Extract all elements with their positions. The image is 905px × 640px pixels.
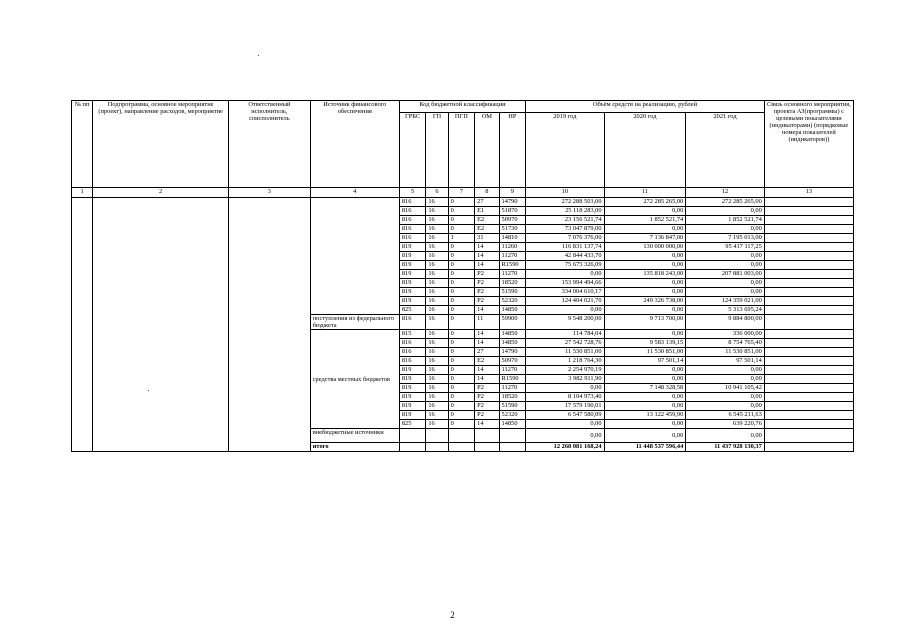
cell-v2021: 11 530 851,00	[686, 348, 765, 357]
cell-grbs: 819	[399, 393, 426, 402]
cell-v2020: 0,00	[604, 306, 686, 315]
cell-gp: 16	[426, 279, 448, 288]
col-num: 7	[448, 188, 475, 198]
cell-empty	[499, 429, 526, 443]
col-num: 2	[93, 188, 229, 198]
cell-gp: 16	[426, 411, 448, 420]
cell-grbs: 816	[399, 207, 426, 216]
cell-link	[764, 429, 853, 443]
cell-pgp: 0	[448, 420, 475, 429]
cell-np: 18520	[499, 393, 526, 402]
cell-np: 14850	[499, 420, 526, 429]
cell-grbs: 819	[399, 288, 426, 297]
column-number-row	[72, 188, 854, 198]
cell-no	[72, 198, 93, 452]
cell-link	[764, 411, 853, 420]
cell-v2019: 0,00	[526, 420, 605, 429]
col-num: 12	[686, 188, 765, 198]
cell-v2019: 272 288 503,00	[526, 198, 605, 207]
cell-om: 14	[475, 252, 499, 261]
cell-om: P2	[475, 393, 499, 402]
header-program: Подпрограмма, основное мероприятие (проект), направление расходов, мероприятие	[93, 101, 229, 188]
header-volume: Объём средств на реализацию, рублей	[526, 101, 765, 113]
cell-grbs: 816	[399, 216, 426, 225]
cell-v2019: 11 530 851,00	[526, 348, 605, 357]
cell-link	[764, 261, 853, 270]
cell-np: R1590	[499, 375, 526, 384]
cell-link	[764, 306, 853, 315]
cell-v2019: 153 994 494,66	[526, 279, 605, 288]
cell-v2019: 0,00	[526, 270, 605, 279]
cell-grbs: 819	[399, 261, 426, 270]
cell-v2019: 25 118 283,00	[526, 207, 605, 216]
cell-grbs: 816	[399, 225, 426, 234]
header-source: Источник финансового обеспечения	[310, 101, 399, 188]
cell-pgp: 0	[448, 315, 475, 330]
cell-v2019: 8 104 973,40	[526, 393, 605, 402]
cell-gp: 16	[426, 402, 448, 411]
cell-v2020: 130 000 000,00	[604, 243, 686, 252]
cell-v2019: 116 831 137,74	[526, 243, 605, 252]
header-executor: Ответственный исполнитель, соисполнитель	[229, 101, 311, 188]
cell-v2020: 0,00	[604, 366, 686, 375]
cell-gp: 16	[426, 339, 448, 348]
cell-v2021: 0,00	[686, 288, 765, 297]
cell-v2021: 1 852 521,74	[686, 216, 765, 225]
cell-grbs: 816	[399, 339, 426, 348]
cell-pgp: 0	[448, 252, 475, 261]
cell-pgp: 0	[448, 366, 475, 375]
cell-v2019: 23 156 521,74	[526, 216, 605, 225]
cell-om: E1	[475, 207, 499, 216]
cell-link	[764, 297, 853, 306]
cell-om: 14	[475, 339, 499, 348]
cell-pgp: 0	[448, 384, 475, 393]
cell-grbs: 825	[399, 306, 426, 315]
cell-v2020: 13 122 459,90	[604, 411, 686, 420]
cell-grbs: 819	[399, 402, 426, 411]
cell-v2019: 17 579 190,01	[526, 402, 605, 411]
cell-np: 11260	[499, 243, 526, 252]
cell-grbs: 816	[399, 348, 426, 357]
cell-pgp: 0	[448, 198, 475, 207]
cell-grbs: 816	[399, 234, 426, 243]
cell-v2020: 0,00	[604, 420, 686, 429]
cell-v2019: 27 542 728,76	[526, 339, 605, 348]
cell-grbs: 819	[399, 270, 426, 279]
cell-np: 14850	[499, 330, 526, 339]
cell-total-v2019: 12 268 081 168,24	[526, 443, 605, 452]
cell-v2021: 124 359 021,00	[686, 297, 765, 306]
header-2019: 2019 год	[526, 113, 605, 188]
cell-np: 14850	[499, 339, 526, 348]
cell-total-v2020: 11 448 537 596,44	[604, 443, 686, 452]
cell-gp: 16	[426, 261, 448, 270]
scan-speck	[258, 55, 259, 56]
cell-om: P2	[475, 288, 499, 297]
cell-link	[764, 443, 853, 452]
cell-v2019: 9 548 200,00	[526, 315, 605, 330]
cell-v2021: 0,00	[686, 402, 765, 411]
cell-v2019: 42 844 433,70	[526, 252, 605, 261]
cell-np: 18520	[499, 279, 526, 288]
cell-v2020: 0,00	[604, 330, 686, 339]
cell-v2020: 7 136 847,00	[604, 234, 686, 243]
cell-total-label: итого	[310, 443, 399, 452]
cell-np: R1590	[499, 261, 526, 270]
cell-grbs: 816	[399, 357, 426, 366]
cell-link	[764, 252, 853, 261]
header-grbs: ГРБС	[399, 113, 426, 188]
cell-om: 14	[475, 366, 499, 375]
cell-pgp: 0	[448, 207, 475, 216]
header-link: Связь основного мероприятия, проекта АЗ(программы) с целевыми показателями (индикаторами) (порядковые номера показателей (индикаторов))	[764, 101, 853, 188]
cell-gp: 16	[426, 243, 448, 252]
cell-link	[764, 339, 853, 348]
header-np: НР	[499, 113, 526, 188]
cell-grbs: 816	[399, 198, 426, 207]
cell-empty	[426, 429, 448, 443]
cell-pgp: 0	[448, 288, 475, 297]
col-num: 4	[310, 188, 399, 198]
cell-v2020: 0,00	[604, 252, 686, 261]
cell-v2019: 0,00	[526, 429, 605, 443]
cell-pgp: 0	[448, 402, 475, 411]
cell-om: P2	[475, 402, 499, 411]
cell-v2019: 114 784,04	[526, 330, 605, 339]
cell-v2021: 0,00	[686, 393, 765, 402]
cell-np: 14790	[499, 348, 526, 357]
cell-gp: 16	[426, 198, 448, 207]
cell-v2020: 0,00	[604, 207, 686, 216]
cell-pgp: 0	[448, 270, 475, 279]
cell-v2021: 9 884 800,00	[686, 315, 765, 330]
cell-link	[764, 234, 853, 243]
cell-v2021: 0,00	[686, 252, 765, 261]
cell-gp: 16	[426, 330, 448, 339]
cell-np: 14810	[499, 234, 526, 243]
cell-link	[764, 357, 853, 366]
cell-v2019: 1 218 764,30	[526, 357, 605, 366]
budget-table	[71, 100, 854, 452]
cell-link	[764, 216, 853, 225]
cell-np: 11270	[499, 366, 526, 375]
cell-total-v2021: 11 437 928 130,37	[686, 443, 765, 452]
cell-om: 27	[475, 348, 499, 357]
cell-program	[93, 198, 229, 452]
header-2020: 2020 год	[604, 113, 686, 188]
cell-link	[764, 243, 853, 252]
cell-v2021: 0,00	[686, 261, 765, 270]
cell-pgp: 0	[448, 279, 475, 288]
col-num: 3	[229, 188, 311, 198]
cell-empty	[499, 443, 526, 452]
cell-om: E2	[475, 225, 499, 234]
cell-gp: 16	[426, 288, 448, 297]
cell-grbs: 819	[399, 375, 426, 384]
header-pgp: ПГП	[448, 113, 475, 188]
cell-pgp: 0	[448, 339, 475, 348]
cell-np: 50970	[499, 216, 526, 225]
cell-v2020: 11 530 851,00	[604, 348, 686, 357]
cell-v2021: 97 501,14	[686, 357, 765, 366]
cell-grbs: 819	[399, 366, 426, 375]
cell-gp: 16	[426, 306, 448, 315]
cell-np: 52320	[499, 411, 526, 420]
cell-link	[764, 198, 853, 207]
cell-v2020: 97 501,14	[604, 357, 686, 366]
cell-gp: 16	[426, 393, 448, 402]
cell-v2021: 336 000,00	[686, 330, 765, 339]
cell-empty	[426, 443, 448, 452]
cell-v2020: 9 583 139,15	[604, 339, 686, 348]
cell-source: поступления из федерального бюджета	[310, 315, 399, 330]
col-num: 10	[526, 188, 605, 198]
cell-v2021: 0,00	[686, 366, 765, 375]
cell-grbs: 819	[399, 384, 426, 393]
cell-om: E2	[475, 216, 499, 225]
cell-v2021: 8 754 765,40	[686, 339, 765, 348]
cell-om: 14	[475, 330, 499, 339]
cell-pgp: 0	[448, 357, 475, 366]
cell-om: 11	[475, 315, 499, 330]
cell-v2020: 1 852 521,74	[604, 216, 686, 225]
cell-empty	[475, 443, 499, 452]
cell-link	[764, 393, 853, 402]
cell-v2019: 2 254 970,19	[526, 366, 605, 375]
cell-empty	[475, 429, 499, 443]
cell-np: 59900	[499, 315, 526, 330]
cell-gp: 16	[426, 270, 448, 279]
cell-om: P2	[475, 411, 499, 420]
cell-np: 51730	[499, 225, 526, 234]
cell-grbs: 825	[399, 420, 426, 429]
cell-gp: 16	[426, 225, 448, 234]
cell-link	[764, 384, 853, 393]
page-number: 2	[450, 610, 455, 620]
cell-source	[310, 198, 399, 315]
cell-v2020: 249 326 738,00	[604, 297, 686, 306]
cell-gp: 16	[426, 234, 448, 243]
cell-np: 14850	[499, 306, 526, 315]
cell-grbs: 819	[399, 411, 426, 420]
cell-link	[764, 279, 853, 288]
cell-empty	[448, 429, 475, 443]
cell-om: P2	[475, 297, 499, 306]
cell-v2019: 7 076 376,00	[526, 234, 605, 243]
cell-grbs: 816	[399, 315, 426, 330]
cell-link	[764, 207, 853, 216]
cell-np: 11270	[499, 384, 526, 393]
cell-v2019: 75 675 326,09	[526, 261, 605, 270]
cell-np: 51870	[499, 207, 526, 216]
cell-gp: 16	[426, 375, 448, 384]
cell-v2021: 5 313 695,24	[686, 306, 765, 315]
cell-v2019: 0,00	[526, 384, 605, 393]
cell-om: 31	[475, 234, 499, 243]
cell-om: 14	[475, 261, 499, 270]
cell-v2020: 0,00	[604, 375, 686, 384]
cell-gp: 16	[426, 297, 448, 306]
cell-source: средства местных бюджетов	[310, 330, 399, 429]
cell-gp: 16	[426, 348, 448, 357]
cell-pgp: 0	[448, 216, 475, 225]
col-num: 8	[475, 188, 499, 198]
cell-link	[764, 315, 853, 330]
cell-pgp: 0	[448, 375, 475, 384]
cell-gp: 16	[426, 315, 448, 330]
cell-link	[764, 288, 853, 297]
cell-v2021: 272 285 265,00	[686, 198, 765, 207]
cell-pgp: 1	[448, 234, 475, 243]
cell-v2019: 334 004 610,17	[526, 288, 605, 297]
cell-v2021: 7 195 013,00	[686, 234, 765, 243]
header-gp: ГП	[426, 113, 448, 188]
cell-v2021: 95 417 117,25	[686, 243, 765, 252]
cell-v2019: 6 547 580,09	[526, 411, 605, 420]
cell-v2021: 0,00	[686, 429, 765, 443]
cell-v2021: 207 881 003,00	[686, 270, 765, 279]
cell-link	[764, 402, 853, 411]
cell-om: 14	[475, 243, 499, 252]
cell-pgp: 0	[448, 393, 475, 402]
cell-np: 51590	[499, 288, 526, 297]
cell-v2021: 0,00	[686, 375, 765, 384]
cell-link	[764, 366, 853, 375]
cell-grbs: 819	[399, 297, 426, 306]
cell-v2019: 73 047 879,00	[526, 225, 605, 234]
header-no: № пп	[72, 101, 93, 188]
cell-om: 27	[475, 198, 499, 207]
scan-speck	[148, 390, 149, 391]
cell-link	[764, 225, 853, 234]
cell-np: 50970	[499, 357, 526, 366]
cell-empty	[399, 443, 426, 452]
cell-v2020: 0,00	[604, 288, 686, 297]
header-2021: 2021 год	[686, 113, 765, 188]
cell-gp: 16	[426, 357, 448, 366]
cell-v2020: 0,00	[604, 261, 686, 270]
cell-grbs: 819	[399, 243, 426, 252]
cell-v2021: 6 545 211,63	[686, 411, 765, 420]
cell-np: 51590	[499, 402, 526, 411]
cell-v2019: 0,00	[526, 306, 605, 315]
cell-v2021: 0,00	[686, 225, 765, 234]
cell-om: P2	[475, 279, 499, 288]
cell-pgp: 0	[448, 348, 475, 357]
cell-om: P2	[475, 384, 499, 393]
cell-v2020: 0,00	[604, 279, 686, 288]
cell-gp: 16	[426, 420, 448, 429]
table-row	[72, 198, 854, 207]
cell-v2020: 0,00	[604, 402, 686, 411]
cell-grbs: 819	[399, 279, 426, 288]
col-num: 5	[399, 188, 426, 198]
cell-link	[764, 330, 853, 339]
cell-om: 14	[475, 306, 499, 315]
cell-executor	[229, 198, 311, 452]
cell-om: 14	[475, 375, 499, 384]
cell-np: 11270	[499, 270, 526, 279]
cell-gp: 16	[426, 207, 448, 216]
cell-link	[764, 420, 853, 429]
cell-v2019: 124 404 021,70	[526, 297, 605, 306]
cell-gp: 16	[426, 384, 448, 393]
cell-v2021: 0,00	[686, 207, 765, 216]
header-om: ОМ	[475, 113, 499, 188]
cell-v2020: 0,00	[604, 429, 686, 443]
col-num: 11	[604, 188, 686, 198]
cell-link	[764, 348, 853, 357]
cell-grbs: 815	[399, 330, 426, 339]
cell-om: 14	[475, 420, 499, 429]
cell-pgp: 0	[448, 330, 475, 339]
cell-grbs: 819	[399, 252, 426, 261]
cell-gp: 16	[426, 252, 448, 261]
cell-v2020: 7 148 328,58	[604, 384, 686, 393]
cell-pgp: 0	[448, 243, 475, 252]
cell-gp: 16	[426, 216, 448, 225]
cell-pgp: 0	[448, 411, 475, 420]
cell-pgp: 0	[448, 306, 475, 315]
cell-v2019: 3 982 911,90	[526, 375, 605, 384]
col-num: 9	[499, 188, 526, 198]
col-num: 13	[764, 188, 853, 198]
cell-np: 14790	[499, 198, 526, 207]
cell-pgp: 0	[448, 261, 475, 270]
cell-link	[764, 270, 853, 279]
cell-v2021: 639 220,76	[686, 420, 765, 429]
cell-empty	[448, 443, 475, 452]
col-num: 6	[426, 188, 448, 198]
cell-pgp: 0	[448, 225, 475, 234]
cell-source: внебюджетные источники	[310, 429, 399, 443]
col-num: 1	[72, 188, 93, 198]
cell-v2021: 0,00	[686, 279, 765, 288]
cell-link	[764, 375, 853, 384]
cell-v2020: 9 713 700,00	[604, 315, 686, 330]
cell-v2020: 0,00	[604, 393, 686, 402]
cell-v2020: 135 818 243,00	[604, 270, 686, 279]
cell-pgp: 0	[448, 297, 475, 306]
cell-om: E2	[475, 357, 499, 366]
cell-v2021: 10 941 105,42	[686, 384, 765, 393]
cell-np: 11270	[499, 252, 526, 261]
cell-empty	[399, 429, 426, 443]
cell-np: 52320	[499, 297, 526, 306]
header-budget-code: Код бюджетной классификации	[399, 101, 525, 113]
cell-om: P2	[475, 270, 499, 279]
cell-gp: 16	[426, 366, 448, 375]
cell-v2020: 0,00	[604, 225, 686, 234]
cell-v2020: 272 285 265,00	[604, 198, 686, 207]
